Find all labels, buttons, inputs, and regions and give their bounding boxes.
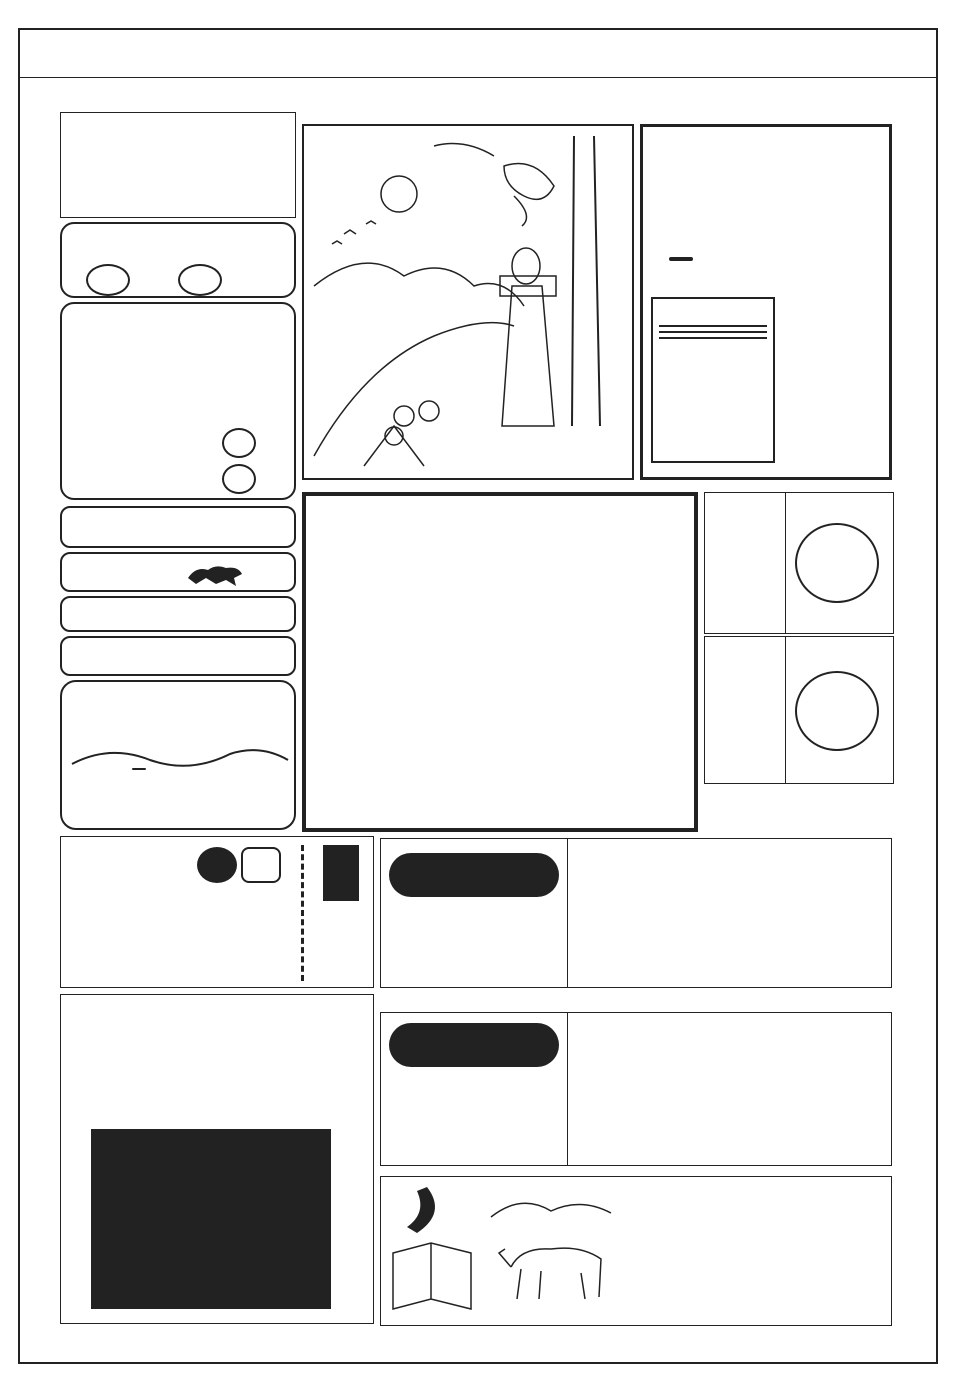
xuanji-box xyxy=(60,836,374,988)
brand-strip-right xyxy=(910,110,936,1330)
scroll-line xyxy=(659,331,767,333)
year-divider xyxy=(785,637,786,783)
total-open-box xyxy=(380,838,568,988)
scroll xyxy=(651,297,775,463)
special-code-number xyxy=(222,464,256,494)
total-open-label xyxy=(389,853,559,897)
lucky-color-row xyxy=(60,596,296,632)
year-divider xyxy=(785,493,786,633)
puzzle-grid xyxy=(91,1129,331,1309)
riddle-box xyxy=(380,1176,892,1326)
special-open-label xyxy=(389,1023,559,1067)
computer-analysis-box xyxy=(302,492,698,832)
goat-illustration xyxy=(481,1187,631,1317)
scroll-label xyxy=(669,257,693,261)
dotted-divider xyxy=(301,845,304,981)
boy-and-tree-illustration xyxy=(304,126,632,478)
xuanji-title-right xyxy=(241,847,281,883)
wave-divider xyxy=(70,742,290,772)
header xyxy=(20,30,936,78)
scroll-line xyxy=(659,337,767,339)
year-number xyxy=(795,671,879,751)
lucky-zodiac-row xyxy=(60,552,296,592)
cold-hot-number xyxy=(86,264,130,296)
special-note-title xyxy=(132,768,146,770)
scroll-line xyxy=(659,325,767,327)
special-code-box xyxy=(60,302,296,500)
special-code-verse xyxy=(70,352,126,492)
contribution-box xyxy=(60,680,296,830)
special-code-number xyxy=(222,428,256,458)
big-small-box xyxy=(568,838,892,988)
puzzle-box xyxy=(60,994,374,1324)
brand-strip-top xyxy=(24,86,914,106)
lucky-special-row xyxy=(60,506,296,548)
illustration-box xyxy=(302,124,634,480)
stats-table-box xyxy=(60,112,296,218)
cold-hot-numbers xyxy=(86,264,222,296)
cold-hot-number xyxy=(178,264,222,296)
zodiac-animal-icon xyxy=(186,560,244,588)
year-count-box-1 xyxy=(704,492,894,634)
brand-strip-left xyxy=(22,110,50,1330)
cold-hot-box xyxy=(60,222,296,298)
year-count-box-2 xyxy=(704,636,894,784)
special-open-text-box xyxy=(568,1012,892,1166)
xuanji-title-mid xyxy=(197,847,237,883)
special-open-box xyxy=(380,1012,568,1166)
lucky-range-row xyxy=(60,636,296,676)
liuhe-box xyxy=(640,124,892,480)
year-number xyxy=(795,523,879,603)
tie-label xyxy=(323,845,359,901)
book-illustration xyxy=(387,1183,477,1315)
